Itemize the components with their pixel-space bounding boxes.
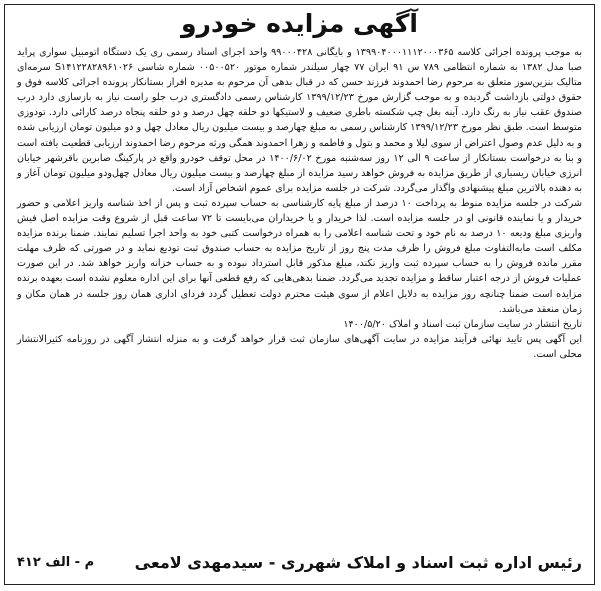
signature-line: رئیس اداره ثبت اسناد و املاک شهرری - سیدمهدی لامعی <box>134 553 582 572</box>
notice-paragraph-publish-date: تاریخ انتشار در سایت سازمان ثبت اسناد و املاک ۱۴۰۰/۵/۲۰ <box>343 318 582 330</box>
auction-notice <box>4 4 595 585</box>
notice-title: آگهی مزایده خودرو <box>181 9 418 38</box>
notice-footer <box>17 548 582 578</box>
notice-paragraph-publication-note: این آگهی پس تایید نهائی فرآیند مزایده در سایت آگهی‌های سازمان ثبت قرار خواهد گرفت و به منزله انتشار آگهی در روزنامه کثیرالانتشار محلی است. <box>17 333 582 360</box>
notice-paragraph-property: به موجب پرونده اجرائی کلاسه ۱۳۹۹۰۴۰۰۰۱۱۱۲۰۰۰۳۶۵ و بایگانی ۹۹۰۰۰۴۲۸ واحد اجرای اسناد رسمی ری یک دستگاه اتومبیل سواری پراید صبا مدل ۱۳۸۲ به شماره انتظامی ۷۸۹ س ۹۱ ایران ۷۷ چهار سیلندر شماره موتور ۰۰۵۰۰۵۲۰ شماره شاسی S۱۴۱۲۲۸۲۸۹۶۱۰۲۶ سرمه‌ای متالیک بنزین‌سوز متعلق به مرحوم رضا احمدوند فرزند حسن که در قبال بدهی آن مرحوم به مدیره افراز بستانکار پرونده اجرائی کلاسه فوق و حقوق دولتی بازداشت گردیده و به موجب گزارش مورخ ۱۳۹۹/۱۲/۲۳ کارشناس رسمی دادگستری درب جلو راست نیاز به بازسازی دارد درب صندوق عقب نیاز به رنگ دارد. آینه بغل چپ شکسته باطری ضعیف و لاستیکها دو حلقه چهل درصد و دو حلقه پنجاه درصد کارائی دارد. تودوزی متوسط است. طبق نظر مورخ ۱۳۹۹/۱۲/۲۳ کارشناس رسمی به مبلغ چهارصد و بیست میلیون ریال معادل چهل و دو میلیون تومان ارزیابی شده و به دلیل عدم وصول اعتراض از سوی لیلا و محمد و بتول و فاطمه و زهرا احمدوند همگی ورثه مرحوم رضا احمدوند ارزیابی قطعیت یافته است و بنا به درخواست بستانکار از ساعت ۹ الی ۱۲ روز سه‌شنبه مورخ ۱۴۰۰/۶/۰۲ در محل توقف خودرو واقع در پارکینگ صابرین باقرشهر خیابان انرژی خیابان ریسباری از طریق مزایده به فروش خواهد رسید مزایده از مبلغ چهارصد و بیست میلیون ریال معادل چهل‌ودو میلیون تومان آغاز و به دهنده بالاترین مبلغ پیشنهادی واگذار می‌گردد. شرکت در جلسه مزایده برای عموم اشخاص آزاد است. <box>16 47 583 194</box>
notice-paragraph-conditions: شرکت در جلسه مزایده منوط به پرداخت ۱۰ درصد از مبلغ پایه کارشناسی به حساب سپرده ثبت و پس از اخذ شناسه واریز اعلامی و حضور خریدار و یا نماینده قانونی او در جلسه مزایده است. لذا خریدار و یا خریداران می‌بایست تا ۷۲ ساعت قبل از شروع وقت مزایده اصل فیش واریزی مبلغ ودیعه ۱۰ درصد به نام خود و تحت شناسه اعلامی را به همراه درخواست کتبی خود به واحد اجرا تسلیم نمایند. ضمنا برنده مزایده مکلف است مابه‌التفاوت مبلغ فروش را ظرف مدت پنج روز از تاریخ مزایده به حساب صندوق ثبت تودیع نماید و در صورتی که ظرف مهلت مقرر مانده فروش را به حساب سپرده ثبت واریز نکند، مبلغ مذکور قابل استرداد نبوده و به حساب خزانه واریز خواهد شد. در این صورت عملیات فروش از درجه اعتبار ساقط و مزایده تجدید می‌گردد. ضمنا بدهی‌هایی که رفع قطعی آنها برای این اداره معلوم نشده است بعهده برنده مزایده است ضمنا چنانچه روز مزایده به دلایل اعلام از سوی هیئت محترم دولت تعطیل گردد فردای اداری همان روز جلسه در همان مکان و زمان منعقد می‌باشد. <box>17 197 583 315</box>
notice-code: م - الف ۴۱۲ <box>17 555 95 570</box>
